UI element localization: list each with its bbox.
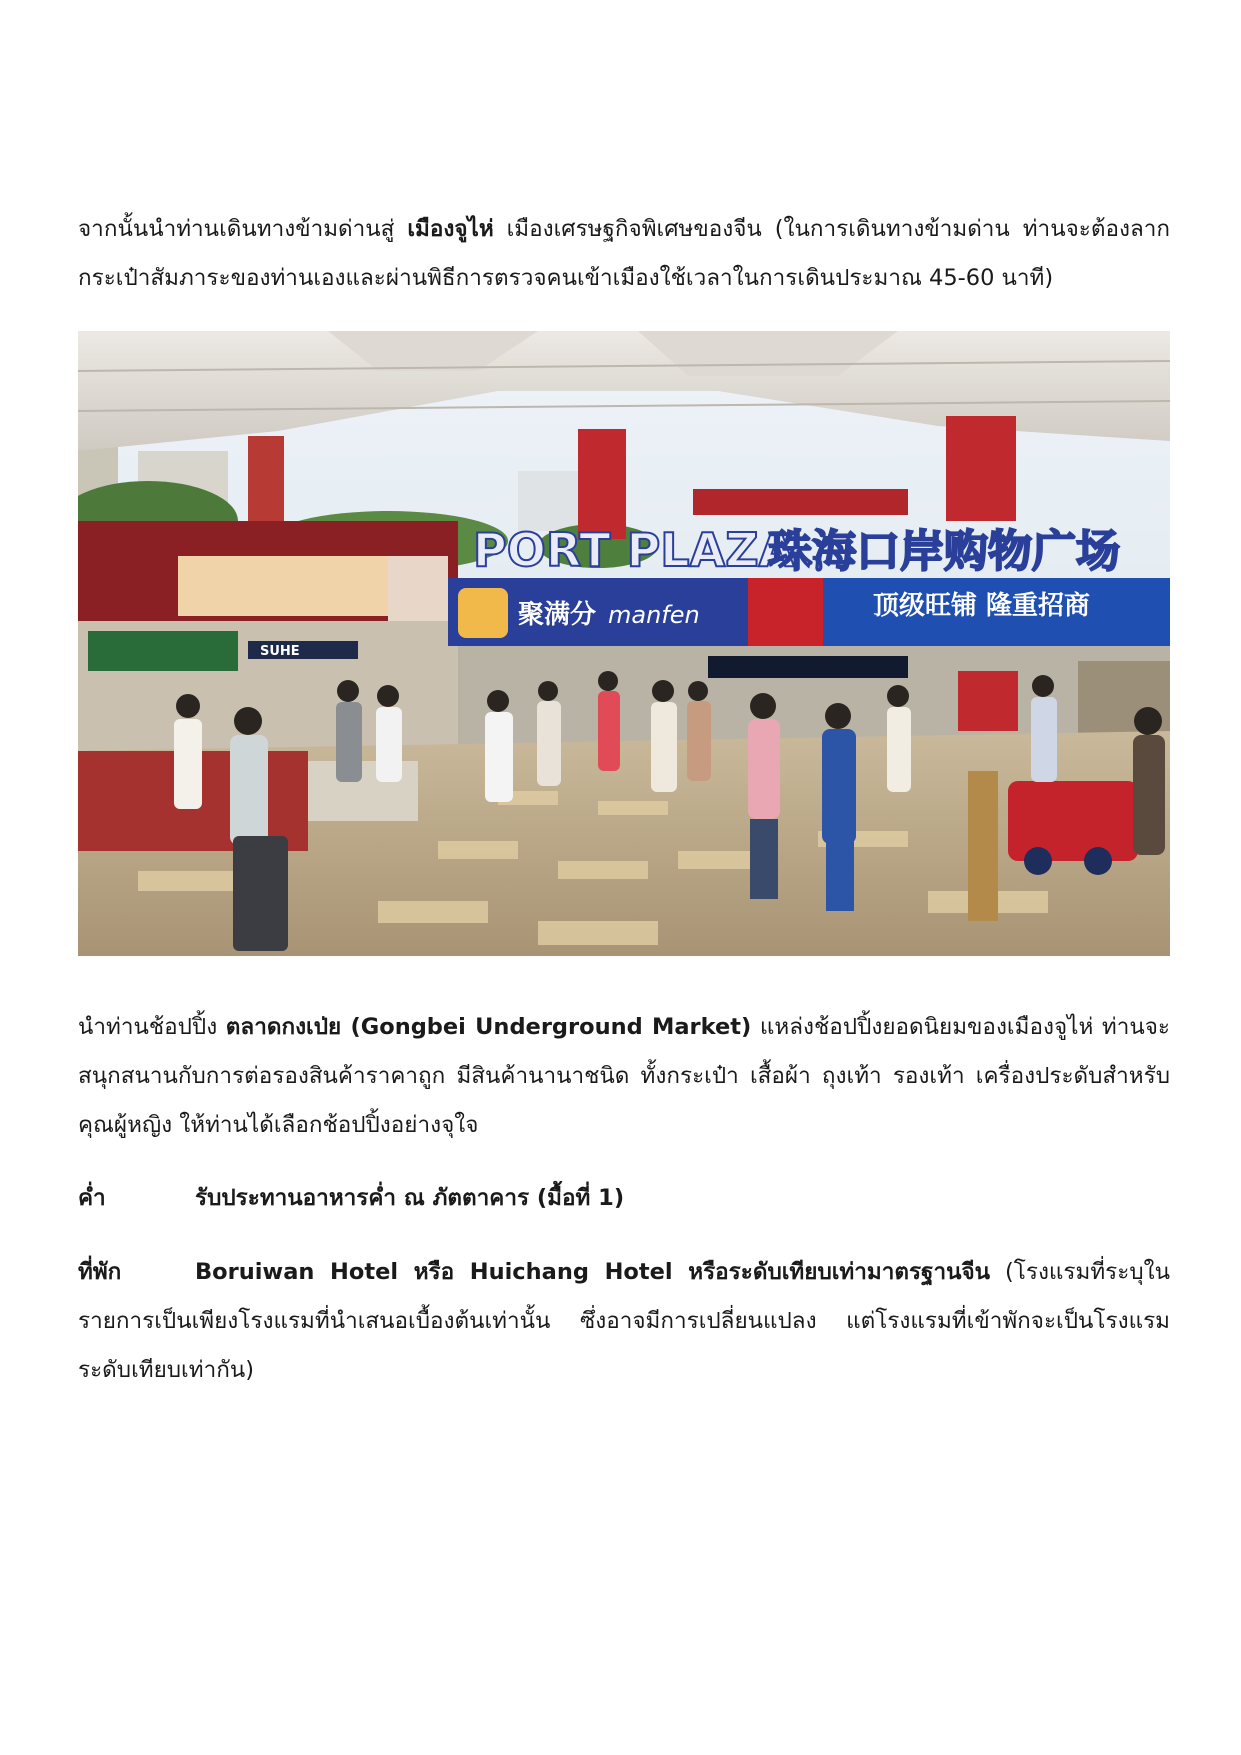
port-plaza-photo bbox=[78, 331, 1170, 956]
hotel-label: ที่พัก bbox=[78, 1259, 122, 1285]
intro-paragraph bbox=[78, 205, 1170, 303]
port-plaza-chinese-sign: 珠海口岸购物广场 bbox=[768, 526, 1120, 577]
market-text-end: แหล่งช้อปปิ้งยอดนิยมของเมืองจูไห่ ท่านจะสนุกสนานกับการต่อรองสินค้าราคาถูก มีสินค้านานาชนิด ทั้งกระเป๋า เสื้อผ้า ถุงเท้า รองเท้า เครื่องประดับสำหรับคุณผู้หญิง ให้ท่านได้เลือกช้อปปิ้งอย่างจุใจ bbox=[78, 1014, 1170, 1138]
leasing-banner: 顶级旺铺 隆重招商 bbox=[873, 591, 1091, 621]
market-text-start: นำท่านช้อปปิ้ง bbox=[78, 1014, 226, 1040]
manfen-banner-english: manfen bbox=[608, 601, 700, 629]
dinner-label: ค่ำ bbox=[78, 1185, 106, 1211]
dinner-text: รับประทานอาหารค่ำ ณ ภัตตาคาร (มื้อที่ 1) bbox=[195, 1185, 625, 1211]
hotel-note: (โรงแรมที่ระบุในรายการเป็นเพียงโรงแรมที่นำเสนอเบื้องต้นเท่านั้น ซึ่งอาจมีการเปลี่ยนแปลง แต่โรงแรมที่เข้าพักจะเป็นโรงแรมระดับเทียบเท่ากัน) bbox=[78, 1259, 1170, 1383]
market-paragraph bbox=[78, 1003, 1170, 1150]
hotel-row bbox=[78, 1248, 1170, 1395]
manfen-banner-chinese: 聚满分 bbox=[518, 600, 597, 630]
intro-text-start: จากนั้นนำท่านเดินทางข้ามด่านสู่ bbox=[78, 216, 408, 242]
port-plaza-sign: PORT PLAZA bbox=[473, 523, 795, 577]
suhe-shop-sign: SUHE bbox=[260, 644, 300, 659]
intro-text-end: เมืองเศรษฐกิจพิเศษของจีน (ในการเดินทางข้ามด่าน ท่านจะต้องลากกระเป๋าสัมภาระของท่านเองและผ่านพิธีการตรวจคนเข้าเมืองใช้เวลาในการเดินประมาณ 45-60 นาที) bbox=[78, 216, 1170, 291]
market-name: ตลาดกงเป่ย (Gongbei Underground Market) bbox=[225, 1014, 752, 1040]
hotel-name: Boruiwan Hotel หรือ Huichang Hotel หรือระดับเทียบเท่ามาตรฐานจีน bbox=[195, 1259, 991, 1285]
intro-city-name: เมืองจูไห่ bbox=[407, 216, 494, 242]
dinner-row bbox=[78, 1174, 1170, 1223]
